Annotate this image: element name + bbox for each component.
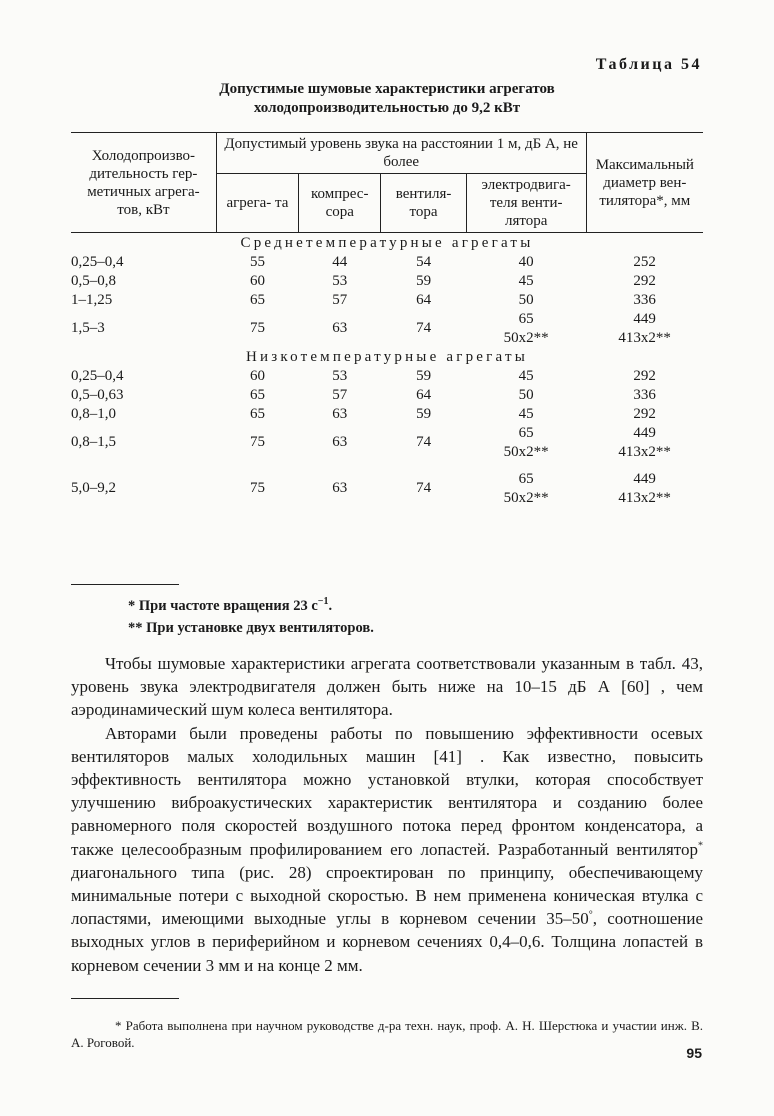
paragraph-2-a: Авторами были проведены работы по повышению эффективности осевых вентиляторов малых холодильных машин [41] . Как известно, повысить эффективность вентилятора можно установкой втулки, которая способствует улучшению виброакустических характеристик вентилятора и созданию более равномерного поля скоростей воздушного потока перед фронтом конденсатора, а также целесообразным профилированием его лопастей. Разработанный вентилятор (71, 723, 703, 859)
paragraph-2-sup: * (698, 839, 703, 851)
cell-capacity: 0,25–0,4 (71, 253, 124, 270)
footnote-1-end: . (328, 598, 333, 614)
cell-fan: 59 (416, 272, 432, 289)
footnote-1-sup: −1 (317, 596, 329, 608)
paragraph-1: Чтобы шумовые характеристики агрегата соответствовали указанным в табл. 43, уровень звука электродвигателя должен быть ниже на 10–15 дБ А [60] , чем аэродинамический шум колеса вентилятора. (71, 654, 703, 720)
cell-fan: 54 (416, 253, 432, 270)
cell-motor: 50x2** (503, 329, 549, 346)
cell-diameter: 413x2** (618, 329, 671, 346)
cell-diameter: 292 (633, 367, 656, 384)
caption-line-2: холодопроизводительностью до 9,2 кВт (253, 100, 521, 116)
table-row (71, 252, 703, 271)
cell-fan: 64 (416, 386, 432, 403)
cell-motor: 45 (518, 405, 534, 422)
page-footnote-separator (71, 998, 179, 999)
header-unit: агрега- та (216, 174, 298, 233)
cell-motor: 50x2** (503, 443, 549, 460)
caption-line-1: Допустимые шумовые характеристики агрегатов (219, 81, 555, 97)
cell-capacity: 0,5–0,8 (71, 272, 116, 289)
cell-motor: 65 (518, 424, 534, 441)
group-title: Низкотемпературные агрегаты (245, 348, 529, 365)
cell-unit: 60 (249, 367, 265, 384)
cell-capacity: 1,5–3 (71, 320, 105, 336)
cell-motor: 45 (518, 367, 534, 384)
cell-unit: 65 (249, 386, 265, 403)
cell-fan: 74 (416, 434, 432, 450)
cell-motor: 50 (518, 291, 534, 308)
footnote-1 (128, 598, 332, 615)
header-compressor: компрес- сора (299, 174, 381, 233)
cell-motor: 50x2** (503, 489, 549, 506)
cell-compressor: 63 (332, 434, 348, 450)
paragraph-2-c: , соотношение выходных углов в периферийном и корневом сечениях 0,4–0,6. Толщина лопастей в корневом сечении 3 мм и на конце 2 мм. (71, 909, 703, 975)
cell-fan: 74 (416, 320, 432, 336)
table-row (71, 366, 703, 385)
page-number: 95 (686, 1045, 702, 1061)
cell-motor: 65 (518, 310, 534, 327)
cell-diameter: 336 (633, 291, 656, 308)
cell-unit: 75 (249, 434, 265, 450)
table-number: Таблица 54 (595, 56, 702, 73)
paragraph-2 (71, 722, 703, 977)
cell-capacity: 0,25–0,4 (71, 367, 124, 384)
cell-motor: 50 (518, 386, 534, 403)
table-row (71, 309, 703, 328)
header-diameter: Максимальный диаметр вен- тилятора*, мм (586, 133, 703, 233)
cell-unit: 65 (249, 291, 265, 308)
cell-diameter: 413x2** (618, 489, 671, 506)
header-capacity: Холодопроизво- дительность гер- метичных агрега- тов, кВт (71, 133, 216, 233)
group-title-row (71, 233, 703, 253)
cell-compressor: 63 (332, 480, 348, 496)
cell-unit: 65 (249, 405, 265, 422)
cell-compressor: 57 (332, 386, 348, 403)
table-row (71, 404, 703, 423)
cell-unit: 60 (249, 272, 265, 289)
cell-fan: 74 (416, 480, 432, 496)
table-row (71, 290, 703, 309)
header-fan: вентиля- тора (381, 174, 466, 233)
footnote-2: ** При установке двух вентиляторов. (128, 620, 374, 636)
cell-motor: 45 (518, 272, 534, 289)
spacer-row (71, 461, 703, 469)
page-footnote: * Работа выполнена при научном руководстве д-ра техн. наук, проф. А. Н. Шерстюка и участии инж. В. А. Роговой. (71, 1018, 703, 1050)
table-row (71, 423, 703, 442)
header-noise-group: Допустимый уровень звука на расстоянии 1 м, дБ А, не более (216, 133, 586, 174)
cell-capacity: 1–1,25 (71, 291, 113, 308)
cell-capacity: 0,8–1,5 (71, 434, 116, 450)
table-body (71, 233, 703, 508)
cell-fan: 64 (416, 291, 432, 308)
table-row (71, 385, 703, 404)
footnote-1-text: * При частоте вращения 23 с (128, 598, 318, 614)
cell-compressor: 57 (332, 291, 348, 308)
cell-compressor: 53 (332, 272, 348, 289)
cell-fan: 59 (416, 405, 432, 422)
cell-motor: 40 (518, 253, 534, 270)
body-text (71, 652, 703, 977)
cell-diameter: 292 (633, 272, 656, 289)
cell-fan: 59 (416, 367, 432, 384)
group-title-row (71, 347, 703, 366)
cell-diameter: 449 (633, 470, 656, 487)
table-row (71, 469, 703, 488)
cell-compressor: 63 (332, 405, 348, 422)
spacer-cell (71, 461, 703, 469)
cell-diameter: 413x2** (618, 443, 671, 460)
cell-capacity: 0,5–0,63 (71, 386, 124, 403)
cell-compressor: 63 (332, 320, 348, 336)
cell-diameter: 336 (633, 386, 656, 403)
cell-diameter: 292 (633, 405, 656, 422)
footnote-separator (71, 584, 179, 585)
table-row (71, 271, 703, 290)
cell-diameter: 449 (633, 424, 656, 441)
noise-table (71, 132, 703, 507)
group-title: Среднетемпературные агрегаты (240, 234, 534, 251)
paragraph-2-b: диагонального типа (рис. 28) спроектирован по принципу, обеспечивающему минимальные потери с выходной скоростью. В нем применена коническая втулка с лопастями, имеющими выходные углы в корневом сечении 35–50 (71, 862, 703, 929)
cell-compressor: 53 (332, 367, 348, 384)
paragraph-2-deg: ° (588, 909, 593, 921)
header-motor: электродвига- теля венти- лятора (466, 174, 586, 233)
cell-unit: 75 (249, 320, 265, 336)
cell-unit: 75 (249, 480, 265, 496)
cell-capacity: 0,8–1,0 (71, 405, 116, 422)
cell-compressor: 44 (332, 253, 348, 270)
cell-diameter: 449 (633, 310, 656, 327)
table-caption (0, 80, 774, 118)
cell-unit: 55 (249, 253, 265, 270)
cell-diameter: 252 (633, 253, 656, 270)
cell-motor: 65 (518, 470, 534, 487)
cell-capacity: 5,0–9,2 (71, 480, 116, 496)
